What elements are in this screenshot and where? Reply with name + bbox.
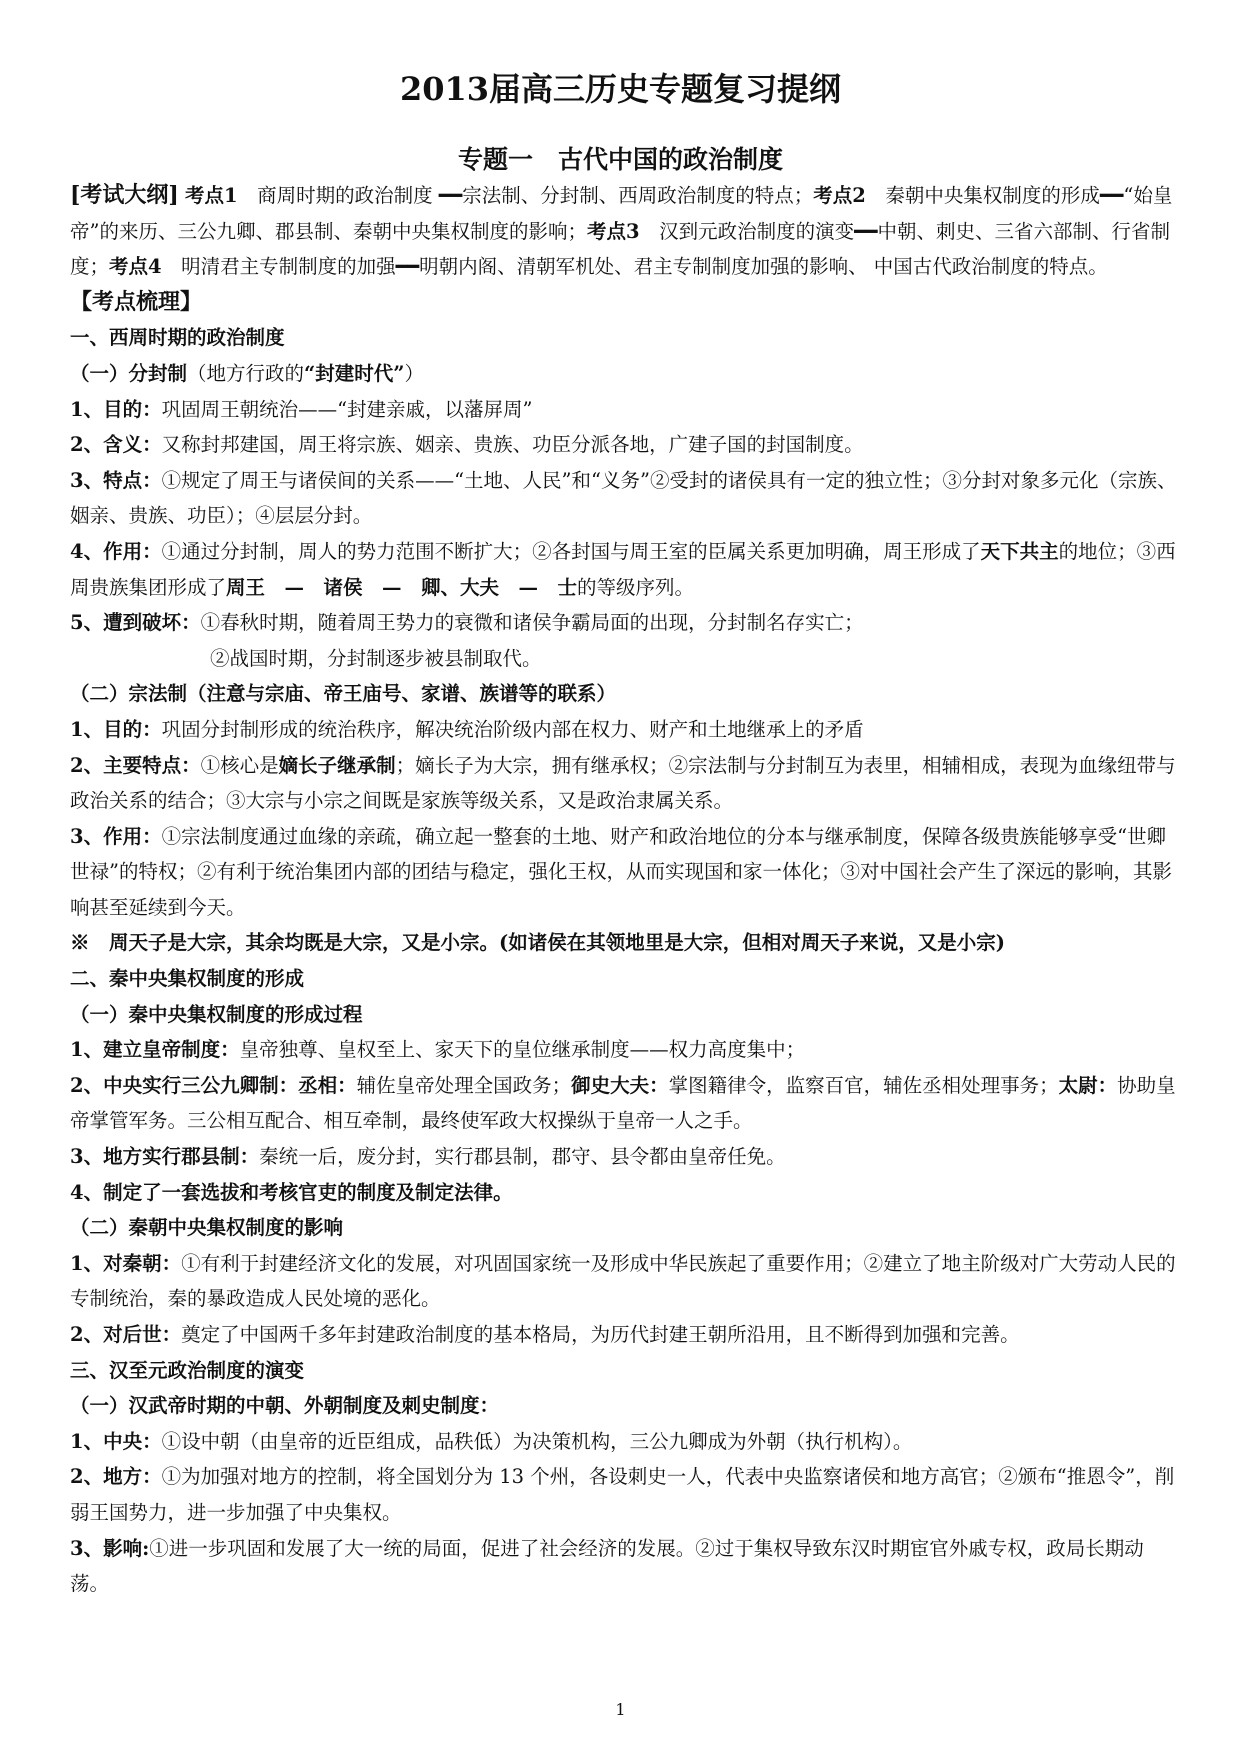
section-heading: 一、西周时期的政治制度: [70, 326, 285, 350]
list-item: 2、对后世：奠定了中国两千多年封建政治制度的基本格局，为历代封建王朝所沿用，且不断得到加强和完善。: [70, 1323, 1020, 1346]
list-item: 3、影响:①进一步巩固和发展了大一统的局面，促进了社会经济的发展。②过于集权导致东汉时期宦官外戚专权，政局长期动荡。: [70, 1536, 1144, 1596]
subsection-heading: （一）汉武帝时期的中朝、外朝制度及刺史制度：: [70, 1394, 500, 1418]
list-item: 2、主要特点：①核心是嫡长子继承制；嫡长子为大宗，拥有继承权；②宗法制与分封制互为表里，相辅相成，表现为血缘纽带与政治关系的结合；③大宗与小宗之间既是家族等级关系，又是政治隶属关系。: [70, 753, 1176, 813]
document-title: 2013届高三历史专题复习提纲: [399, 70, 842, 108]
subsection-heading: （二）秦朝中央集权制度的影响: [70, 1216, 344, 1240]
list-item: 3、特点：①规定了周王与诸侯间的关系——“土地、人民”和“义务”②受封的诸侯具有一定的独立性；③分封对象多元化（宗族、姻亲、贵族、功臣）；④层层分封。: [70, 468, 1177, 528]
section-heading: 三、汉至元政治制度的演变: [70, 1358, 305, 1382]
note: ※ 周天子是大宗，其余均既是大宗，又是小宗。(如诸侯在其领地里是大宗，但相对周天子来说，又是小宗): [70, 931, 1005, 955]
list-item: 1、目的：巩固分封制形成的统治秩序，解决统治阶级内部在权力、财产和土地继承上的矛盾: [70, 717, 864, 741]
list-item: 1、建立皇帝制度：皇帝独尊、皇权至上、家天下的皇位继承制度——权力高度集中；: [70, 1038, 806, 1062]
topic-title: 专题一 古代中国的政治制度: [457, 145, 783, 174]
document-body: [70, 178, 1180, 1602]
list-item: 5、遭到破坏：①春秋时期，随着周王势力的衰微和诸侯争霸局面的出现，分封制名存实亡；: [70, 611, 864, 635]
list-item: 1、中央：①设中朝（由皇帝的近臣组成，品秩低）为决策机构，三公九卿成为外朝（执行机构）。: [70, 1429, 913, 1453]
list-item: 4、作用：①通过分封制，周人的势力范围不断扩大；②各封国与周王室的臣属关系更加明确，周王形成了天下共主的地位；③西周贵族集团形成了周王 — 诸侯 — 卿、大夫 — 士的等级序列。: [70, 539, 1176, 599]
list-item: 3、作用：①宗法制度通过血缘的亲疏，确立起一整套的土地、财产和政治地位的分本与继承制度，保障各级贵族能够享受“世卿世禄”的特权；②有利于统治集团内部的团结与稳定，强化王权，从而实现国和家一体化；③对中国社会产生了深远的影响，其影响甚至延续到今天。: [70, 824, 1172, 919]
subsection-heading: （一）秦中央集权制度的形成过程: [70, 1002, 363, 1026]
review-tag: 【考点梳理】: [70, 288, 203, 315]
section-heading: 二、秦中央集权制度的形成: [70, 967, 305, 991]
list-item: 4、制定了一套选拔和考核官吏的制度及制定法律。: [70, 1180, 513, 1204]
subsection-heading: （一）分封制（地方行政的“封建时代”）: [70, 361, 424, 385]
subsection-heading: （二）宗法制（注意与宗庙、帝王庙号、家谱、族谱等的联系）: [70, 682, 617, 706]
exam-outline: [考试大纲] 考点1 商周时期的政治制度 ━━宗法制、分封制、西周政治制度的特点；考点2 秦朝中央集权制度的形成━━“始皇帝”的来历、三公九卿、郡县制、秦朝中央集权制度的影响；考点3 汉到元政治制度的演变━━中朝、刺史、三省六部制、行省制度；考点4 明清君主专制制度的加强━━明朝内阁、清朝军机处、君主专制制度加强的影响、 中国古代政治制度的特点。: [70, 182, 1173, 279]
list-item: 2、中央实行三公九卿制：丞相：辅佐皇帝处理全国政务；御史大夫：掌图籍律令，监察百官，辅佐丞相处理事务；太尉：协助皇帝掌管军务。三公相互配合、相互牵制，最终使军政大权操纵于皇帝一人之手。: [70, 1073, 1176, 1133]
list-item: 1、对秦朝：①有利于封建经济文化的发展，对巩固国家统一及形成中华民族起了重要作用；②建立了地主阶级对广大劳动人民的专制统治，秦的暴政造成人民处境的恶化。: [70, 1251, 1176, 1311]
list-item: 2、含义：又称封邦建国，周王将宗族、姻亲、贵族、功臣分派各地，广建子国的封国制度。: [70, 433, 864, 457]
page-number: 1: [615, 1700, 626, 1719]
outline-tag: [考试大纲]: [70, 182, 179, 208]
list-item-continued: ②战国时期，分封制逐步被县制取代。: [210, 646, 542, 670]
list-item: 3、地方实行郡县制：秦统一后，废分封，实行郡县制，郡守、县令都由皇帝任免。: [70, 1145, 786, 1169]
list-item: 2、地方：①为加强对地方的控制，将全国划分为 13 个州，各设刺史一人，代表中央监察诸侯和地方高官；②颁布“推恩令”，削弱王国势力，进一步加强了中央集权。: [70, 1465, 1175, 1524]
list-item: 1、目的：巩固周王朝统治——“封建亲戚，以藩屏周”: [70, 397, 533, 421]
